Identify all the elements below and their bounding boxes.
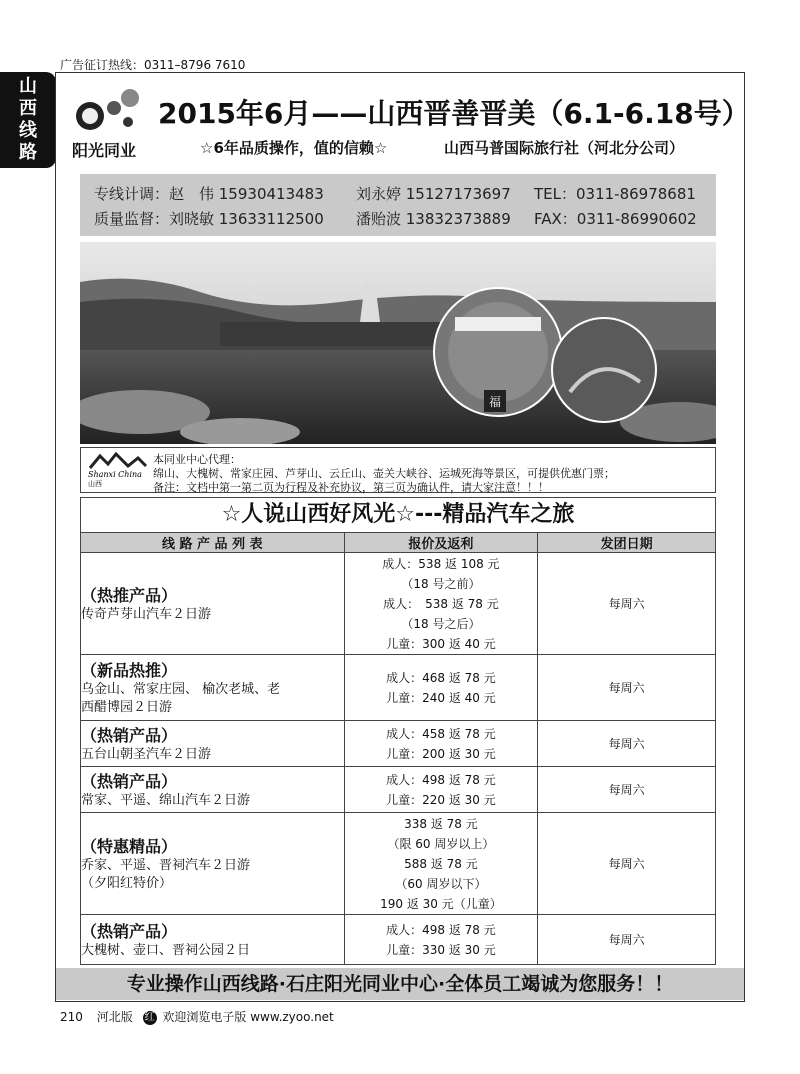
product-desc: 大槐树、壶口、晋祠公园２日 xyxy=(81,943,251,958)
product-desc: 五台山朝圣汽车２日游 xyxy=(81,747,212,762)
notice-box xyxy=(80,447,716,493)
side-tab xyxy=(0,72,56,168)
contact-planner: 专线计调：赵 伟 15930413483 xyxy=(94,185,324,203)
photo-sign: 福 xyxy=(488,395,502,409)
product-cell xyxy=(81,721,345,767)
product-cell xyxy=(81,813,345,915)
notice-line-1: 本同业中心代理： xyxy=(153,453,241,466)
shanxi-china-logo xyxy=(86,452,150,488)
price-line: 成人：468 返 78 元 xyxy=(386,670,496,685)
edition-label: 河北版 xyxy=(96,1010,133,1024)
contact-quality-2: 潘贻波 13832373889 xyxy=(356,210,511,228)
logo-sub: 山西 xyxy=(88,480,102,488)
price-line: 儿童：240 返 40 元 xyxy=(386,690,496,705)
table-row xyxy=(81,721,716,767)
product-category: （热推产品） xyxy=(81,586,178,605)
table-row xyxy=(81,767,716,813)
welcome-link[interactable]: 欢迎浏览电子版 www.zyoo.net xyxy=(162,1010,334,1024)
price-line: 成人：458 返 78 元 xyxy=(386,726,496,741)
price-line: 成人：538 返 108 元 xyxy=(382,556,500,571)
product-desc: 乔家、平遥、晋祠汽车２日游 xyxy=(81,858,251,873)
table-row xyxy=(81,655,716,721)
side-tab-char: 线 xyxy=(19,120,37,141)
price-line: 儿童：200 返 30 元 xyxy=(386,746,496,761)
table-header xyxy=(81,533,716,553)
product-desc: 西醋博园２日游 xyxy=(81,700,173,715)
price-line: （60 周岁以下） xyxy=(395,876,487,891)
price-line: 190 返 30 元（儿童） xyxy=(380,896,502,911)
col-header-price: 报价及返利 xyxy=(344,533,538,553)
price-line: （限 60 周岁以上） xyxy=(387,836,495,851)
price-line: （18 号之前） xyxy=(401,576,481,591)
side-tab-char: 山 xyxy=(19,76,37,97)
product-category: （特惠精品） xyxy=(81,837,178,856)
product-category: （热销产品） xyxy=(81,726,178,745)
price-line: 成人：498 返 78 元 xyxy=(386,922,496,937)
side-tab-char: 路 xyxy=(19,142,37,163)
contact-quality: 质量监督：刘晓敏 13633112500 xyxy=(94,210,324,228)
col-header-routes: 线 路 产 品 列 表 xyxy=(81,533,345,553)
sunshine-logo-icon xyxy=(70,86,150,138)
table-row xyxy=(81,915,716,965)
section-title: ☆人说山西好风光☆---精品汽车之旅 xyxy=(80,497,716,533)
product-category: （新品热推） xyxy=(81,661,178,680)
route-table xyxy=(80,532,716,965)
price-cell xyxy=(344,721,538,767)
product-desc: （夕阳红特价） xyxy=(81,876,173,891)
price-cell xyxy=(344,915,538,965)
price-cell xyxy=(344,655,538,721)
price-cell xyxy=(344,553,538,655)
logo-text: Shanxi China xyxy=(88,470,142,479)
price-line: 成人： 538 返 78 元 xyxy=(383,596,499,611)
side-tab-char: 西 xyxy=(19,98,37,119)
agency-name: 山西马普国际旅行社（河北分公司） xyxy=(444,139,685,157)
departure-date: 每周六 xyxy=(538,655,716,721)
departure-date: 每周六 xyxy=(538,915,716,965)
tagline: ☆6年品质操作，值的信赖☆ xyxy=(200,139,388,157)
table-row xyxy=(81,553,716,655)
scenic-photo xyxy=(80,242,716,444)
notice-line-2: 绵山、大槐树、常家庄园、芦芽山、云丘山、壶关大峡谷、运城死海等景区，可提供优惠门票； xyxy=(153,467,615,480)
product-cell xyxy=(81,915,345,965)
contact-tel: TEL：0311-86978681 xyxy=(534,185,696,203)
ad-hotline: 广告征订热线：0311–8796 7610 xyxy=(60,58,246,72)
headline: 2015年6月——山西晋善晋美（6.1-6.18号） xyxy=(158,97,750,130)
logo-name: 阳光同业 xyxy=(72,141,137,160)
price-line: 338 返 78 元 xyxy=(404,816,478,831)
product-desc: 常家、平遥、绵山汽车２日游 xyxy=(81,793,251,808)
price-line: （18 号之后） xyxy=(401,616,481,631)
product-desc: 乌金山、常家庄园、 榆次老城、老 xyxy=(81,682,281,697)
departure-date: 每周六 xyxy=(538,553,716,655)
product-cell xyxy=(81,767,345,813)
price-cell xyxy=(344,767,538,813)
notice-line-3: 备注：文档中第一第二页为行程及补充协议，第三页为确认件，请大家注意！！！ xyxy=(153,481,549,494)
contact-panel xyxy=(80,174,716,236)
product-cell xyxy=(81,655,345,721)
contact-fax: FAX：0311-86990602 xyxy=(534,210,697,228)
price-line: 成人：498 返 78 元 xyxy=(386,772,496,787)
product-category: （热销产品） xyxy=(81,772,178,791)
price-line: 588 返 78 元 xyxy=(404,856,478,871)
price-cell xyxy=(344,813,538,915)
contact-planner-2: 刘永婷 15127173697 xyxy=(356,185,511,203)
red-badge-icon: 红 xyxy=(144,1011,155,1023)
price-line: 儿童：330 返 30 元 xyxy=(386,942,496,957)
page-number: 210 xyxy=(60,1010,83,1024)
table-row xyxy=(81,813,716,915)
price-line: 儿童：300 返 40 元 xyxy=(386,636,496,651)
product-cell xyxy=(81,553,345,655)
price-line: 儿童：220 返 30 元 xyxy=(386,792,496,807)
departure-date: 每周六 xyxy=(538,813,716,915)
product-desc: 传奇芦芽山汽车２日游 xyxy=(81,607,212,622)
departure-date: 每周六 xyxy=(538,721,716,767)
departure-date: 每周六 xyxy=(538,767,716,813)
page-info xyxy=(60,1008,334,1025)
footer-slogan: 专业操作山西线路·石庄阳光同业中心·全体员工竭诚为您服务！！ xyxy=(56,968,744,1000)
product-category: （热销产品） xyxy=(81,922,178,941)
col-header-date: 发团日期 xyxy=(538,533,716,553)
